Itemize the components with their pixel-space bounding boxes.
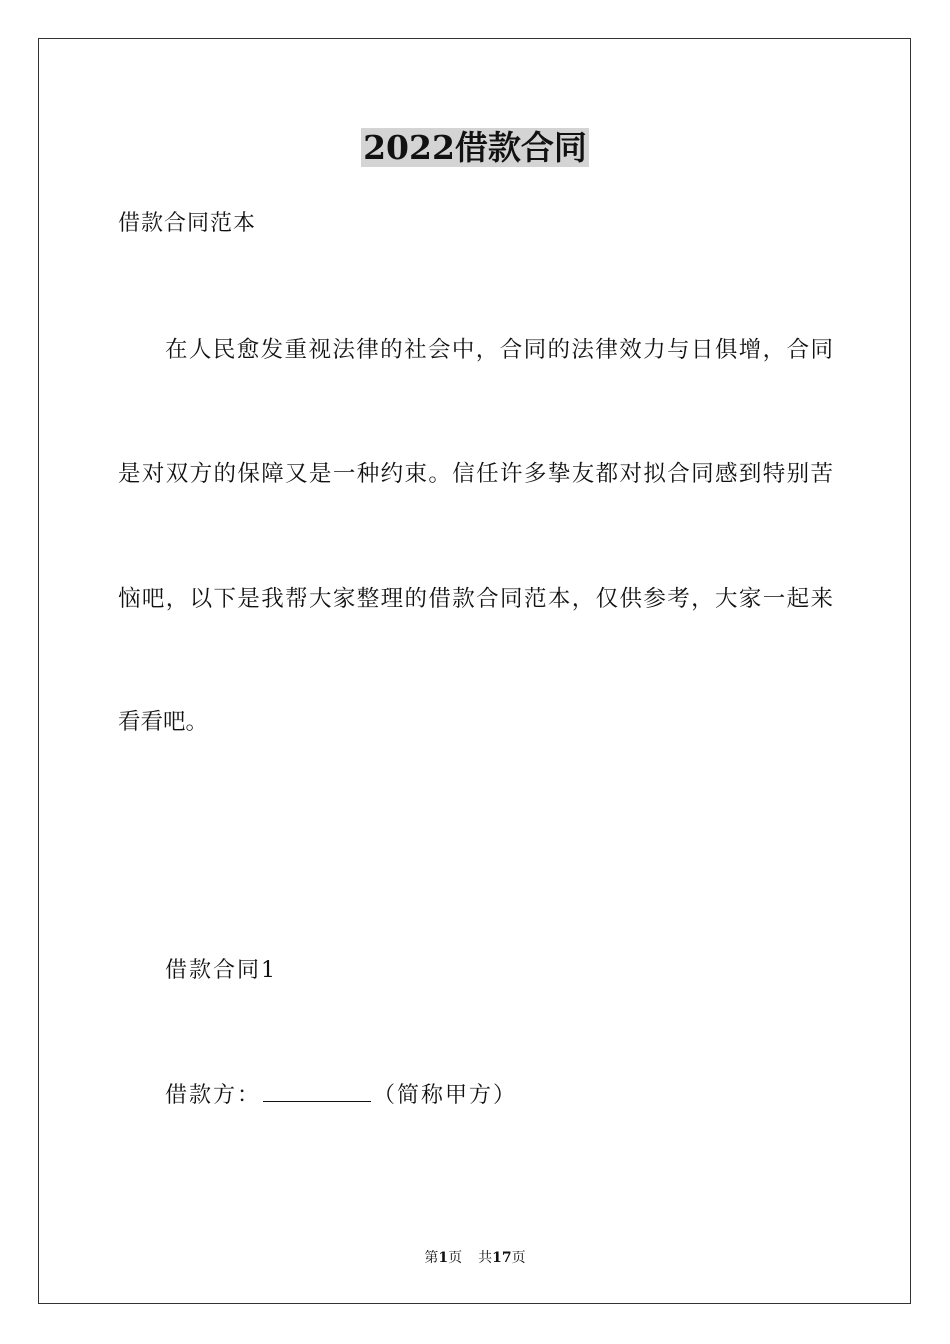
total-prefix: 共 bbox=[478, 1250, 493, 1266]
intro-line-2: 是对双方的保障又是一种约束。信任许多挚友都对拟合同感到特别苦 bbox=[118, 461, 833, 487]
borrower-suffix: （简称甲方） bbox=[373, 1083, 518, 1108]
document-title-text: 2022借款合同 bbox=[363, 128, 587, 167]
intro-line-3: 恼吧，以下是我帮大家整理的借款合同范本，仅供参考，大家一起来 bbox=[118, 586, 833, 612]
document-title bbox=[0, 126, 950, 170]
borrower-label: 借款方： bbox=[165, 1083, 262, 1108]
total-pages: 17 bbox=[492, 1250, 512, 1266]
borrower-blank-field[interactable] bbox=[263, 1081, 371, 1102]
document-subtitle: 借款合同范本 bbox=[118, 211, 257, 236]
page-footer bbox=[0, 1248, 950, 1268]
borrower-line bbox=[165, 1081, 517, 1111]
page-prefix: 第 bbox=[424, 1250, 439, 1266]
section-heading: 借款合同1 bbox=[165, 958, 277, 983]
page-number: 1 bbox=[438, 1250, 449, 1266]
total-suffix: 页 bbox=[511, 1250, 526, 1266]
intro-line-1: 在人民愈发重视法律的社会中，合同的法律效力与日俱增，合同 bbox=[165, 337, 833, 363]
page-suffix: 页 bbox=[448, 1250, 463, 1266]
intro-line-4: 看看吧。 bbox=[118, 709, 209, 735]
